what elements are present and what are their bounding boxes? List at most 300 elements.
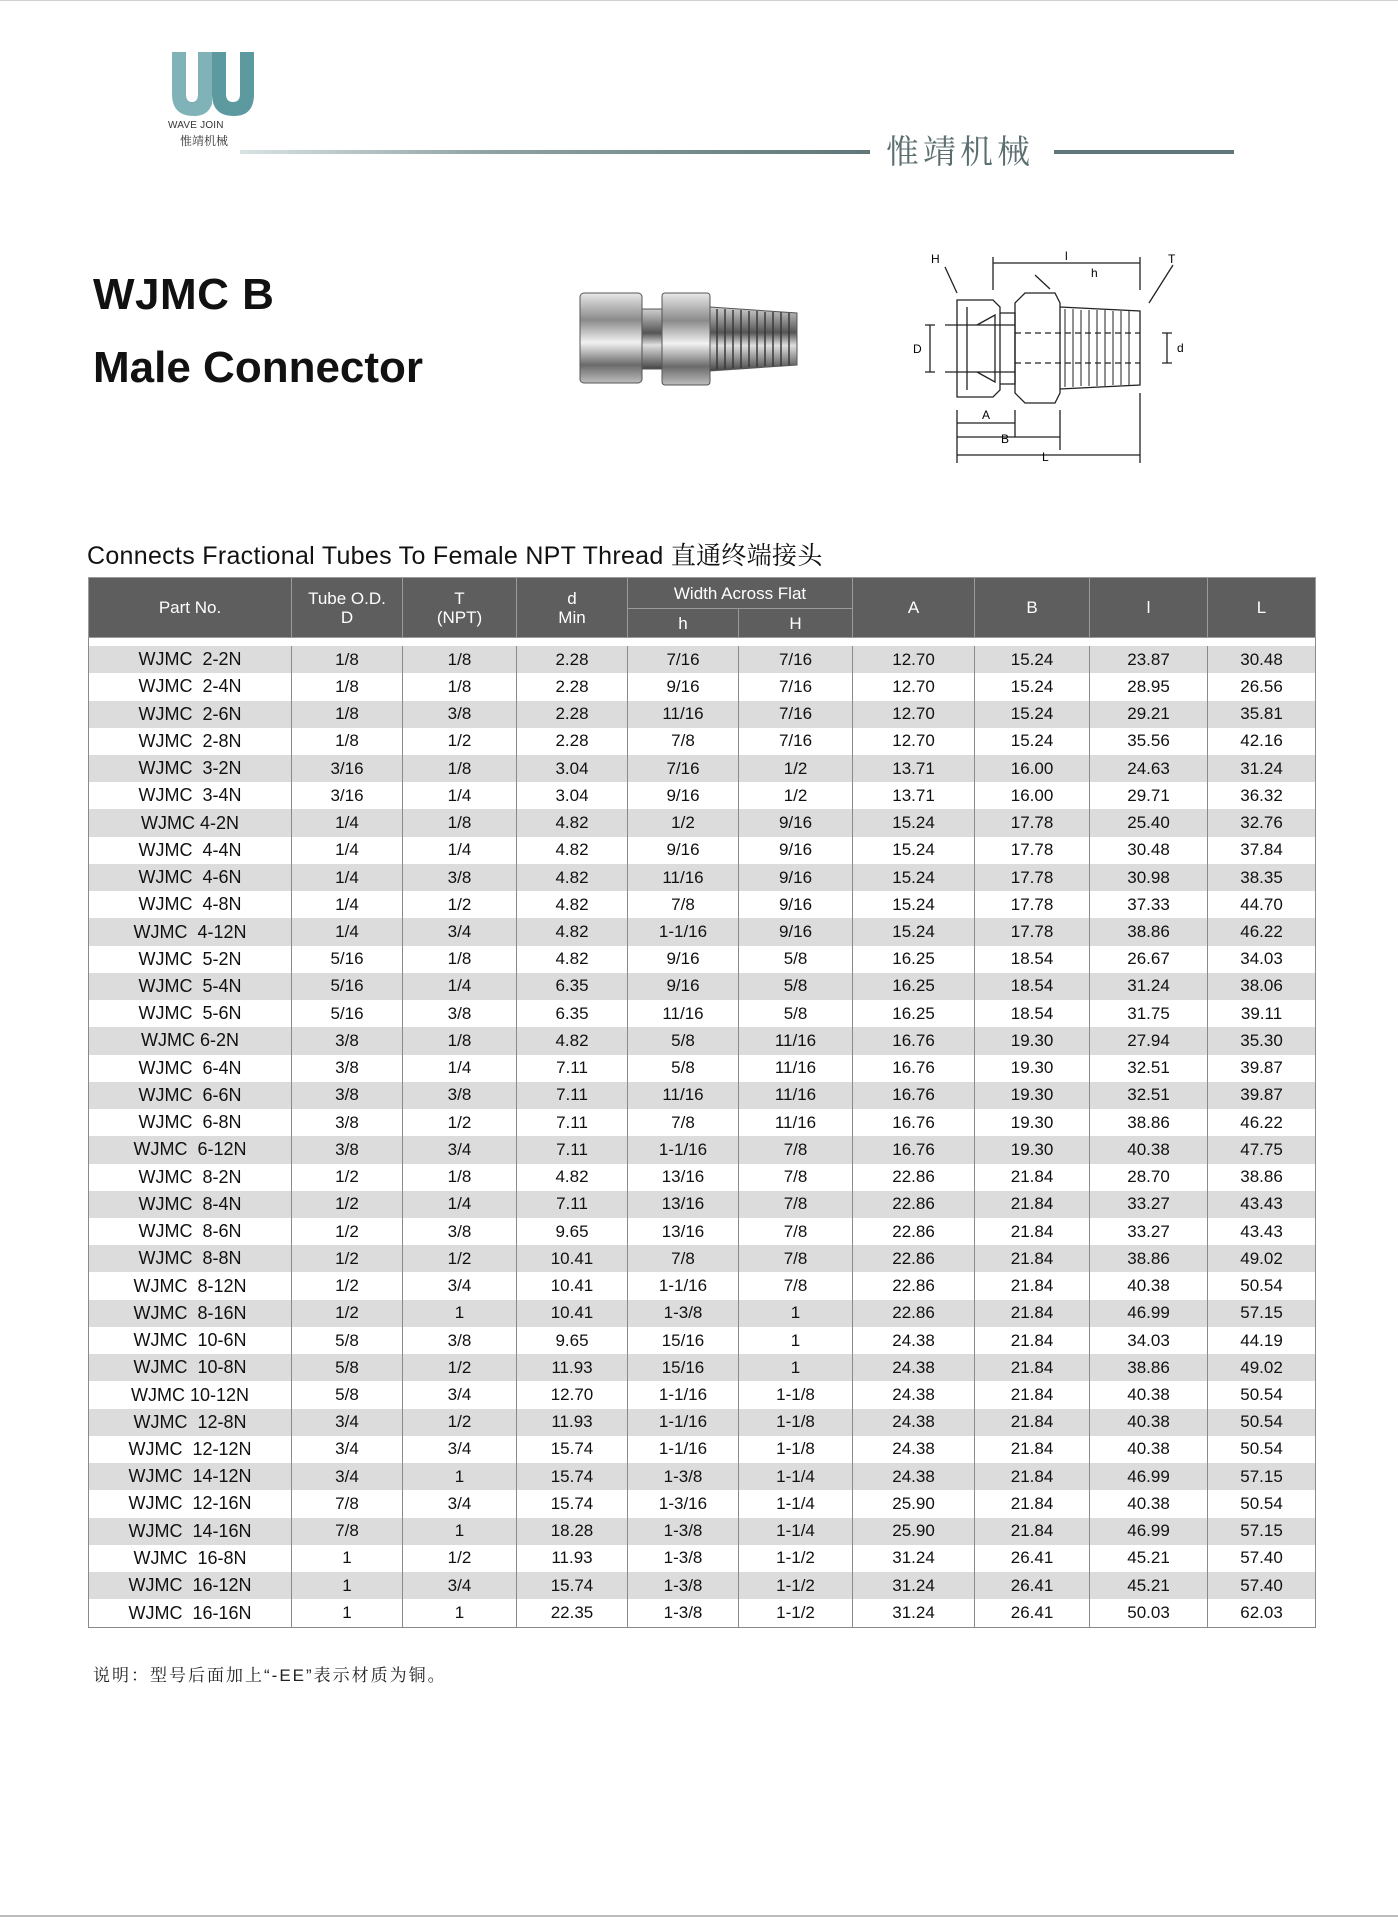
cell-l-large: 39.87: [1208, 1082, 1316, 1109]
cell-b: 26.41: [975, 1545, 1090, 1572]
cell-l-large: 35.30: [1208, 1027, 1316, 1054]
cell-t-npt: 1/4: [403, 1055, 517, 1082]
cell-h-small: 15/16: [628, 1354, 739, 1381]
cell-a: 31.24: [853, 1545, 975, 1572]
cell-h-large: 1-1/8: [739, 1409, 853, 1436]
cell-b: 15.24: [975, 728, 1090, 755]
cell-l-large: 30.48: [1208, 646, 1316, 673]
cell-tube-od: 3/8: [292, 1082, 403, 1109]
cell-b: 18.54: [975, 973, 1090, 1000]
cell-t-npt: 1/8: [403, 946, 517, 973]
cell-l-small: 37.33: [1090, 891, 1208, 918]
cell-l-large: 57.15: [1208, 1518, 1316, 1545]
table-row: [89, 837, 1316, 864]
cell-d-min: 4.82: [517, 809, 628, 836]
cell-l-large: 31.24: [1208, 755, 1316, 782]
cell-l-large: 38.06: [1208, 973, 1316, 1000]
table-row: [89, 1300, 1316, 1327]
cell-h-small: 1-3/8: [628, 1300, 739, 1327]
cell-h-large: 5/8: [739, 946, 853, 973]
cell-part-no: WJMC 2-8N: [89, 728, 292, 755]
cell-h-large: 1-1/4: [739, 1490, 853, 1517]
cell-l-small: 30.98: [1090, 864, 1208, 891]
cell-h-large: 7/16: [739, 673, 853, 700]
cell-part-no: WJMC 6-6N: [89, 1082, 292, 1109]
cell-t-npt: 1/2: [403, 728, 517, 755]
cell-a: 16.25: [853, 973, 975, 1000]
table-row: [89, 1245, 1316, 1272]
cell-l-large: 50.54: [1208, 1490, 1316, 1517]
cell-h-small: 7/16: [628, 646, 739, 673]
cell-l-large: 39.87: [1208, 1055, 1316, 1082]
cell-d-min: 10.41: [517, 1245, 628, 1272]
cell-b: 19.30: [975, 1027, 1090, 1054]
cell-t-npt: 1/8: [403, 646, 517, 673]
header-t-npt: T (NPT): [403, 578, 517, 638]
cell-l-small: 31.24: [1090, 973, 1208, 1000]
cell-t-npt: 1/2: [403, 1545, 517, 1572]
table-row: [89, 891, 1316, 918]
cell-h-large: 1: [739, 1300, 853, 1327]
drawing-label-T: T: [1168, 252, 1176, 266]
cell-b: 26.41: [975, 1599, 1090, 1627]
cell-t-npt: 1: [403, 1463, 517, 1490]
drawing-label-A: A: [982, 408, 991, 422]
cell-t-npt: 1: [403, 1518, 517, 1545]
cell-d-min: 7.11: [517, 1109, 628, 1136]
cell-l-small: 40.38: [1090, 1436, 1208, 1463]
cell-a: 16.76: [853, 1082, 975, 1109]
cell-l-small: 32.51: [1090, 1082, 1208, 1109]
cell-h-small: 13/16: [628, 1218, 739, 1245]
cell-a: 24.38: [853, 1436, 975, 1463]
cell-tube-od: 5/16: [292, 1000, 403, 1027]
cell-part-no: WJMC 3-4N: [89, 782, 292, 809]
table-row: [89, 918, 1316, 945]
cell-tube-od: 1/2: [292, 1272, 403, 1299]
cell-h-large: 1-1/4: [739, 1463, 853, 1490]
cell-l-small: 46.99: [1090, 1300, 1208, 1327]
cell-l-large: 57.40: [1208, 1572, 1316, 1599]
cell-h-small: 5/8: [628, 1027, 739, 1054]
material-note: 说明：型号后面加上“-EE”表示材质为铜。: [93, 1666, 447, 1685]
cell-h-small: 11/16: [628, 1000, 739, 1027]
cell-part-no: WJMC 8-12N: [89, 1272, 292, 1299]
cell-h-small: 7/8: [628, 1245, 739, 1272]
table-row: [89, 755, 1316, 782]
cell-h-large: 1-1/2: [739, 1599, 853, 1627]
cell-part-no: WJMC 4-12N: [89, 918, 292, 945]
bottom-border: [0, 1915, 1398, 1917]
cell-part-no: WJMC 12-12N: [89, 1436, 292, 1463]
cell-l-small: 40.38: [1090, 1272, 1208, 1299]
cell-tube-od: 1/4: [292, 864, 403, 891]
cell-t-npt: 3/4: [403, 1436, 517, 1463]
cell-d-min: 7.11: [517, 1082, 628, 1109]
cell-h-small: 11/16: [628, 701, 739, 728]
cell-tube-od: 1: [292, 1572, 403, 1599]
cell-l-large: 44.70: [1208, 891, 1316, 918]
cell-tube-od: 7/8: [292, 1490, 403, 1517]
header-rule-left: [240, 150, 870, 154]
header-h-small: h: [628, 609, 739, 638]
wave-join-logo: [168, 48, 258, 148]
cell-tube-od: 1: [292, 1545, 403, 1572]
cell-h-small: 1-3/8: [628, 1518, 739, 1545]
table-row: [89, 1109, 1316, 1136]
cell-l-large: 50.54: [1208, 1381, 1316, 1408]
table-row: [89, 1191, 1316, 1218]
cell-h-large: 9/16: [739, 891, 853, 918]
header-part-no: Part No.: [89, 578, 292, 638]
cell-d-min: 9.65: [517, 1218, 628, 1245]
cell-h-large: 1-1/2: [739, 1572, 853, 1599]
cell-l-large: 38.35: [1208, 864, 1316, 891]
cell-h-small: 15/16: [628, 1327, 739, 1354]
cell-h-large: 11/16: [739, 1027, 853, 1054]
cell-h-large: 1-1/4: [739, 1518, 853, 1545]
cell-h-small: 1-1/16: [628, 1409, 739, 1436]
cell-l-small: 28.95: [1090, 673, 1208, 700]
cell-part-no: WJMC 6-4N: [89, 1055, 292, 1082]
cell-a: 24.38: [853, 1463, 975, 1490]
cell-l-small: 45.21: [1090, 1545, 1208, 1572]
cell-d-min: 10.41: [517, 1300, 628, 1327]
header-a: A: [853, 578, 975, 638]
table-row: [89, 701, 1316, 728]
cell-d-min: 10.41: [517, 1272, 628, 1299]
cell-b: 19.30: [975, 1136, 1090, 1163]
cell-a: 31.24: [853, 1572, 975, 1599]
cell-t-npt: 3/8: [403, 1218, 517, 1245]
table-row: [89, 864, 1316, 891]
table-row: [89, 1055, 1316, 1082]
header-d-min: d Min: [517, 578, 628, 638]
cell-h-large: 1/2: [739, 782, 853, 809]
cell-d-min: 4.82: [517, 837, 628, 864]
cell-l-large: 32.76: [1208, 809, 1316, 836]
cell-l-small: 28.70: [1090, 1164, 1208, 1191]
cell-l-small: 29.21: [1090, 701, 1208, 728]
cell-l-small: 24.63: [1090, 755, 1208, 782]
table-row: [89, 1545, 1316, 1572]
drawing-label-d: d: [1177, 341, 1184, 355]
cell-h-small: 1-1/16: [628, 1381, 739, 1408]
cell-part-no: WJMC 16-12N: [89, 1572, 292, 1599]
header-tube-od: Tube O.D. D: [292, 578, 403, 638]
cell-h-small: 11/16: [628, 1082, 739, 1109]
cell-t-npt: 3/4: [403, 1490, 517, 1517]
cell-t-npt: 1/8: [403, 673, 517, 700]
cell-l-large: 43.43: [1208, 1191, 1316, 1218]
cell-d-min: 7.11: [517, 1191, 628, 1218]
cell-l-large: 43.43: [1208, 1218, 1316, 1245]
cell-l-large: 36.32: [1208, 782, 1316, 809]
cell-a: 12.70: [853, 728, 975, 755]
cell-d-min: 2.28: [517, 701, 628, 728]
cell-a: 15.24: [853, 891, 975, 918]
cell-h-small: 1-3/8: [628, 1463, 739, 1490]
cell-l-large: 50.54: [1208, 1409, 1316, 1436]
table-row: [89, 1272, 1316, 1299]
cell-l-large: 39.11: [1208, 1000, 1316, 1027]
cell-l-small: 38.86: [1090, 918, 1208, 945]
table-row: [89, 809, 1316, 836]
cell-d-min: 11.93: [517, 1354, 628, 1381]
table-row: [89, 1027, 1316, 1054]
cell-h-small: 1-3/8: [628, 1599, 739, 1627]
cell-l-small: 33.27: [1090, 1218, 1208, 1245]
cell-h-small: 9/16: [628, 946, 739, 973]
cell-b: 17.78: [975, 891, 1090, 918]
cell-tube-od: 3/16: [292, 782, 403, 809]
cell-a: 24.38: [853, 1327, 975, 1354]
cell-b: 21.84: [975, 1381, 1090, 1408]
cell-l-large: 46.22: [1208, 918, 1316, 945]
cell-l-small: 25.40: [1090, 809, 1208, 836]
cell-tube-od: 3/4: [292, 1409, 403, 1436]
cell-h-large: 1-1/2: [739, 1545, 853, 1572]
cell-a: 15.24: [853, 864, 975, 891]
cell-l-small: 38.86: [1090, 1245, 1208, 1272]
cell-l-large: 57.40: [1208, 1545, 1316, 1572]
cell-t-npt: 1/4: [403, 1191, 517, 1218]
cell-l-large: 57.15: [1208, 1463, 1316, 1490]
cell-h-large: 7/8: [739, 1191, 853, 1218]
specification-table: [88, 577, 1316, 1628]
cell-t-npt: 1/2: [403, 1109, 517, 1136]
table-row: [89, 1136, 1316, 1163]
cell-b: 26.41: [975, 1572, 1090, 1599]
table-spacer-cell: [89, 638, 1316, 647]
cell-a: 16.76: [853, 1055, 975, 1082]
cell-t-npt: 3/4: [403, 1136, 517, 1163]
cell-tube-od: 1/4: [292, 891, 403, 918]
cell-part-no: WJMC 8-4N: [89, 1191, 292, 1218]
cell-a: 12.70: [853, 673, 975, 700]
cell-tube-od: 3/8: [292, 1109, 403, 1136]
cell-tube-od: 5/8: [292, 1381, 403, 1408]
cell-t-npt: 1/4: [403, 973, 517, 1000]
cell-d-min: 22.35: [517, 1599, 628, 1627]
table-row: [89, 646, 1316, 673]
table-row: [89, 728, 1316, 755]
cell-tube-od: 1/2: [292, 1245, 403, 1272]
cell-h-large: 1: [739, 1327, 853, 1354]
cell-h-large: 9/16: [739, 809, 853, 836]
cell-t-npt: 1/2: [403, 1354, 517, 1381]
cell-h-large: 9/16: [739, 837, 853, 864]
cell-d-min: 3.04: [517, 755, 628, 782]
cell-h-large: 7/16: [739, 728, 853, 755]
cell-a: 22.86: [853, 1272, 975, 1299]
cell-t-npt: 1: [403, 1300, 517, 1327]
cell-tube-od: 1/8: [292, 728, 403, 755]
cell-t-npt: 3/4: [403, 1381, 517, 1408]
cell-tube-od: 5/16: [292, 946, 403, 973]
table-row: [89, 782, 1316, 809]
cell-a: 25.90: [853, 1490, 975, 1517]
cell-t-npt: 1/8: [403, 809, 517, 836]
cell-h-large: 11/16: [739, 1109, 853, 1136]
cell-d-min: 2.28: [517, 646, 628, 673]
cell-l-small: 32.51: [1090, 1055, 1208, 1082]
table-row: [89, 1354, 1316, 1381]
cell-b: 17.78: [975, 918, 1090, 945]
cell-h-large: 7/8: [739, 1245, 853, 1272]
cell-l-small: 45.21: [1090, 1572, 1208, 1599]
cell-t-npt: 1/2: [403, 891, 517, 918]
cell-tube-od: 3/8: [292, 1055, 403, 1082]
cell-a: 31.24: [853, 1599, 975, 1627]
table-row: [89, 1327, 1316, 1354]
cell-l-small: 40.38: [1090, 1381, 1208, 1408]
cell-h-small: 1/2: [628, 809, 739, 836]
table-row: [89, 1463, 1316, 1490]
cell-d-min: 3.04: [517, 782, 628, 809]
cell-part-no: WJMC 12-8N: [89, 1409, 292, 1436]
cell-h-small: 1-1/16: [628, 918, 739, 945]
cell-h-small: 9/16: [628, 673, 739, 700]
cell-a: 15.24: [853, 809, 975, 836]
cell-b: 21.84: [975, 1436, 1090, 1463]
cell-h-small: 7/8: [628, 1109, 739, 1136]
table-row: [89, 1599, 1316, 1627]
cell-l-large: 46.22: [1208, 1109, 1316, 1136]
cell-h-large: 7/8: [739, 1136, 853, 1163]
cell-tube-od: 3/8: [292, 1027, 403, 1054]
cell-d-min: 2.28: [517, 728, 628, 755]
cell-part-no: WJMC 6-2N: [89, 1027, 292, 1054]
cell-tube-od: 3/4: [292, 1436, 403, 1463]
cell-part-no: WJMC 4-2N: [89, 809, 292, 836]
cell-d-min: 4.82: [517, 1027, 628, 1054]
cell-t-npt: 1/4: [403, 782, 517, 809]
table-row: [89, 1164, 1316, 1191]
cell-tube-od: 1/8: [292, 673, 403, 700]
cell-tube-od: 1/4: [292, 837, 403, 864]
cell-part-no: WJMC 12-16N: [89, 1490, 292, 1517]
header-l-small: l: [1090, 578, 1208, 638]
cell-b: 21.84: [975, 1490, 1090, 1517]
cell-l-small: 40.38: [1090, 1490, 1208, 1517]
cell-h-large: 1-1/8: [739, 1381, 853, 1408]
cell-b: 19.30: [975, 1082, 1090, 1109]
table-row: [89, 1518, 1316, 1545]
cell-part-no: WJMC 5-4N: [89, 973, 292, 1000]
dimension-drawing-icon: [905, 245, 1195, 475]
cell-d-min: 15.74: [517, 1490, 628, 1517]
cell-b: 15.24: [975, 673, 1090, 700]
cell-t-npt: 1/4: [403, 837, 517, 864]
cell-l-large: 47.75: [1208, 1136, 1316, 1163]
cell-b: 21.84: [975, 1191, 1090, 1218]
cell-a: 22.86: [853, 1164, 975, 1191]
cell-l-large: 34.03: [1208, 946, 1316, 973]
cell-tube-od: 1/2: [292, 1300, 403, 1327]
cell-h-small: 9/16: [628, 973, 739, 1000]
cell-d-min: 18.28: [517, 1518, 628, 1545]
cell-tube-od: 3/16: [292, 755, 403, 782]
cell-h-small: 7/16: [628, 755, 739, 782]
cell-d-min: 4.82: [517, 891, 628, 918]
cell-part-no: WJMC 5-6N: [89, 1000, 292, 1027]
cell-l-large: 50.54: [1208, 1272, 1316, 1299]
cell-d-min: 4.82: [517, 918, 628, 945]
table-row: [89, 1409, 1316, 1436]
header-b: B: [975, 578, 1090, 638]
table-row: [89, 1218, 1316, 1245]
cell-d-min: 2.28: [517, 673, 628, 700]
cell-l-small: 46.99: [1090, 1518, 1208, 1545]
cell-a: 24.38: [853, 1354, 975, 1381]
cell-l-large: 38.86: [1208, 1164, 1316, 1191]
cell-l-small: 50.03: [1090, 1599, 1208, 1627]
drawing-label-l: l: [1065, 249, 1068, 263]
cell-d-min: 11.93: [517, 1409, 628, 1436]
cell-l-large: 26.56: [1208, 673, 1316, 700]
cell-h-large: 7/8: [739, 1164, 853, 1191]
cell-b: 21.84: [975, 1272, 1090, 1299]
cell-h-large: 1/2: [739, 755, 853, 782]
cell-b: 21.84: [975, 1409, 1090, 1436]
cell-d-min: 15.74: [517, 1436, 628, 1463]
cell-b: 17.78: [975, 809, 1090, 836]
cell-h-large: 7/16: [739, 646, 853, 673]
cell-d-min: 9.65: [517, 1327, 628, 1354]
cell-b: 21.84: [975, 1518, 1090, 1545]
cell-b: 17.78: [975, 837, 1090, 864]
cell-tube-od: 1: [292, 1599, 403, 1627]
product-title: Male Connector: [93, 343, 424, 392]
cell-d-min: 15.74: [517, 1463, 628, 1490]
cell-d-min: 4.82: [517, 946, 628, 973]
cell-h-large: 7/16: [739, 701, 853, 728]
cell-b: 21.84: [975, 1300, 1090, 1327]
cell-b: 15.24: [975, 701, 1090, 728]
table-row: [89, 673, 1316, 700]
cell-b: 18.54: [975, 946, 1090, 973]
drawing-label-B: B: [1001, 432, 1010, 446]
cell-tube-od: 7/8: [292, 1518, 403, 1545]
table-row: [89, 1000, 1316, 1027]
cell-tube-od: 1/8: [292, 646, 403, 673]
cell-t-npt: 3/8: [403, 701, 517, 728]
cell-h-small: 9/16: [628, 837, 739, 864]
cell-a: 25.90: [853, 1518, 975, 1545]
cell-a: 24.38: [853, 1381, 975, 1408]
cell-part-no: WJMC 8-16N: [89, 1300, 292, 1327]
cell-part-no: WJMC 4-4N: [89, 837, 292, 864]
table-row: [89, 1381, 1316, 1408]
cell-h-small: 1-1/16: [628, 1136, 739, 1163]
cell-h-small: 9/16: [628, 782, 739, 809]
cell-h-large: 1: [739, 1354, 853, 1381]
cell-part-no: WJMC 8-6N: [89, 1218, 292, 1245]
cell-d-min: 4.82: [517, 864, 628, 891]
cell-part-no: WJMC 6-8N: [89, 1109, 292, 1136]
cell-l-large: 50.54: [1208, 1436, 1316, 1463]
cell-b: 17.78: [975, 864, 1090, 891]
cell-part-no: WJMC 4-8N: [89, 891, 292, 918]
cell-part-no: WJMC 6-12N: [89, 1136, 292, 1163]
wave-join-logo-mark-icon: [168, 48, 258, 120]
cell-a: 16.76: [853, 1027, 975, 1054]
cell-part-no: WJMC 4-6N: [89, 864, 292, 891]
cell-t-npt: 3/4: [403, 1572, 517, 1599]
cell-h-small: 11/16: [628, 864, 739, 891]
cell-a: 12.70: [853, 701, 975, 728]
